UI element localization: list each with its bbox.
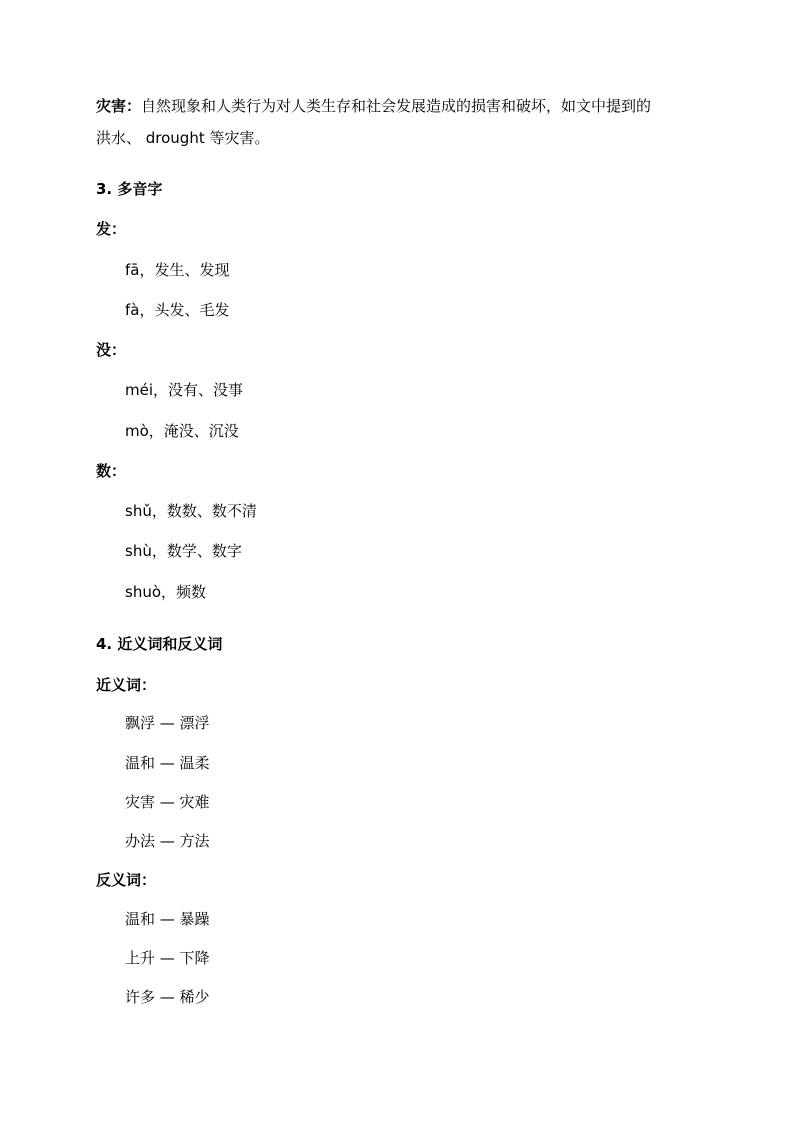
antonyms-label: 反义词： [96,871,157,889]
definition-text-1: 自然现象和人类行为对人类生存和社会发展造成的损害和破坏，如文中提到的 [141,97,652,115]
antonym-pair: 温和 — 暴躁 [125,910,210,928]
polyphonic-reading: fà，头发、毛发 [125,301,230,319]
polyphonic-reading: shuò，频数 [125,583,207,601]
polyphonic-char: 没： [96,341,127,359]
antonym-pair: 许多 — 稀少 [125,988,210,1006]
definition-term: 灾害 [96,97,127,115]
polyphonic-char: 发： [96,220,127,238]
definition-line-2 [96,128,270,148]
section-heading-synonyms-antonyms: 4. 近义词和反义词 [96,635,223,653]
polyphonic-char: 数： [96,462,127,480]
definition-line-1 [96,96,651,116]
antonym-pair: 上升 — 下降 [125,949,210,967]
polyphonic-reading: shǔ，数数、数不清 [125,502,257,520]
polyphonic-reading: méi，没有、没事 [125,381,244,399]
definition-colon: ： [126,97,142,115]
synonyms-label: 近义词： [96,676,157,694]
synonym-pair: 飘浮 — 漂浮 [125,714,210,732]
polyphonic-reading: mò，淹没、沉没 [125,422,239,440]
synonym-pair: 温和 — 温柔 [125,754,210,772]
definition-text-2: 洪水、 drought 等灾害。 [96,129,270,147]
section-heading-polyphonic: 3. 多音字 [96,180,163,198]
polyphonic-reading: shù，数学、数字 [125,542,242,560]
synonym-pair: 办法 — 方法 [125,832,210,850]
synonym-pair: 灾害 — 灾难 [125,793,210,811]
polyphonic-reading: fā，发生、发现 [125,261,230,279]
